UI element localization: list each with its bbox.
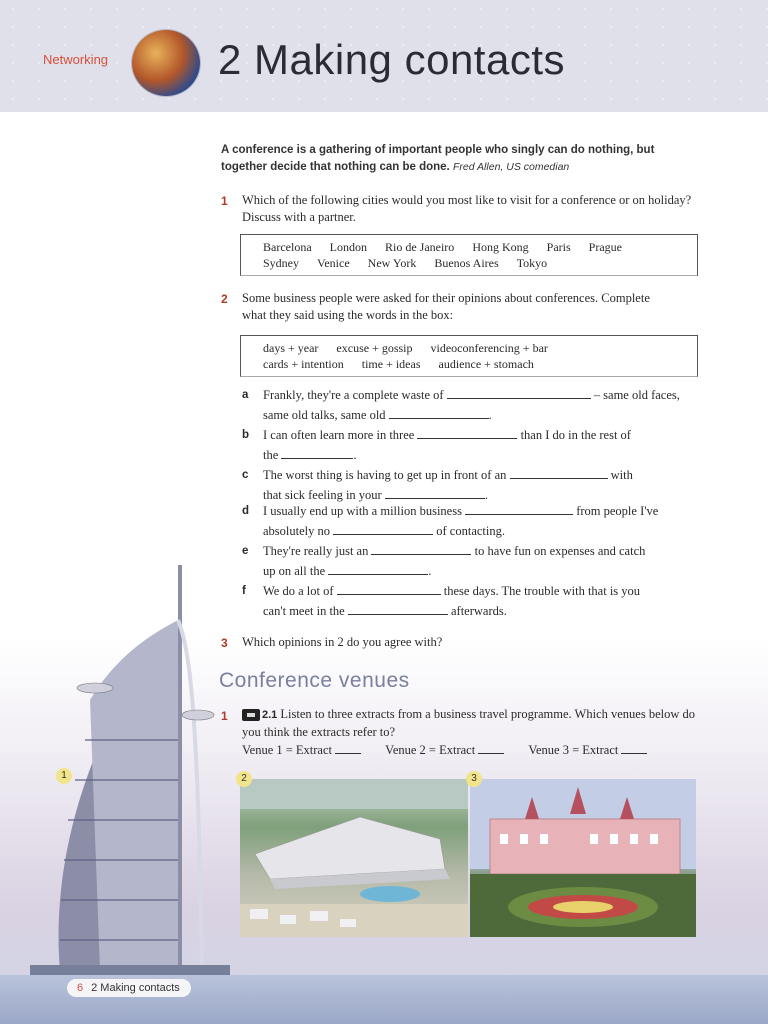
page-title: 2 Making contacts: [218, 36, 566, 83]
opening-quote: [221, 142, 691, 176]
venue-photo-resort: [240, 779, 468, 937]
section-heading: Conference venues: [219, 669, 410, 692]
word-row: [263, 340, 675, 356]
section-label: Networking: [43, 52, 109, 67]
city-row: [263, 239, 675, 255]
answer-blank[interactable]: [510, 466, 608, 479]
question-number: 3: [221, 636, 228, 650]
audio-track-icon[interactable]: [242, 709, 260, 721]
page-header: [0, 0, 768, 112]
castle-hotel-illustration: [470, 779, 696, 937]
item-text-part: same old talks, same old: [263, 408, 386, 422]
item-text-part: than I do in the rest of: [520, 428, 631, 442]
word-box: [240, 335, 698, 377]
venue-label: Venue 2 = Extract: [385, 743, 476, 757]
word-pair: audience + stomach: [438, 357, 534, 371]
item-letter: b: [242, 429, 250, 441]
question-number: 1: [221, 194, 228, 208]
item-text-part: Frankly, they're a complete waste of: [263, 388, 444, 402]
photo-number-badge: 3: [466, 771, 482, 787]
word-pair: videoconferencing + bar: [430, 341, 548, 355]
exercise-item: [263, 581, 703, 621]
venue-label: Venue 3 = Extract: [528, 743, 619, 757]
city-box: [240, 234, 698, 276]
resort-illustration: [240, 779, 468, 937]
item-letter: d: [242, 505, 250, 517]
question-text: Some business people were asked for their opinions about conferences. Complete what they said using the words in the box:: [242, 291, 650, 322]
city: Buenos Aires: [434, 256, 499, 270]
venue-photo-castle-hotel: [470, 779, 696, 937]
item-letter: a: [242, 389, 249, 401]
item-text-part: .: [353, 448, 357, 462]
item-text-part: I can often learn more in three: [263, 428, 415, 442]
exercise-item: [263, 541, 703, 581]
question-number: 1: [221, 709, 228, 723]
question-number: 2: [221, 292, 228, 306]
word-pair: time + ideas: [361, 357, 421, 371]
answer-blank[interactable]: [281, 446, 353, 459]
photo-number-badge: 1: [56, 768, 72, 784]
item-text-part: .: [484, 488, 488, 502]
city: Prague: [588, 240, 622, 254]
answer-blank[interactable]: [348, 602, 448, 615]
city: Rio de Janeiro: [384, 240, 455, 254]
item-text-part: can't meet in the: [263, 604, 345, 618]
venue-answers: [242, 741, 697, 759]
photo-number-badge: 2: [236, 771, 252, 787]
item-text-part: these days. The trouble with that is you: [443, 584, 641, 598]
item-text-part: of contacting.: [436, 524, 505, 538]
item-letter: e: [242, 545, 249, 557]
venue-label: Venue 1 = Extract: [242, 743, 333, 757]
answer-blank[interactable]: [328, 562, 428, 575]
city: Venice: [317, 256, 350, 270]
item-text-part: to have fun on expenses and catch: [474, 544, 646, 558]
answer-blank[interactable]: [371, 542, 471, 555]
answer-blank[interactable]: [465, 502, 573, 515]
item-text-part: – same old faces,: [593, 388, 680, 402]
track-number: 2.1: [262, 709, 278, 721]
city: Paris: [546, 240, 571, 254]
quote-author: Fred Allen, US comedian: [452, 161, 570, 173]
city: Sydney: [263, 256, 299, 270]
exercise-item: [263, 385, 703, 425]
listening-instructions: Listen to three extracts from a business travel programme. Which venues below do you think the extracts refer to?: [242, 707, 695, 739]
item-text-part: up on all the: [263, 564, 326, 578]
exercise-item: [263, 501, 703, 541]
item-text-part: from people I've: [576, 504, 659, 518]
page-number: 6: [77, 982, 84, 994]
page-footer: [67, 979, 191, 997]
word-pair: days + year: [263, 341, 319, 355]
item-text-part: that sick feeling in your: [263, 488, 382, 502]
item-letter: f: [242, 585, 246, 597]
city-row: [263, 255, 675, 271]
word-pair: cards + intention: [263, 357, 344, 371]
question-text: [242, 706, 697, 741]
word-pair: excuse + gossip: [336, 341, 413, 355]
exercise-item: [263, 425, 703, 465]
answer-blank[interactable]: [335, 741, 361, 754]
item-text-part: .: [488, 408, 492, 422]
item-text-part: We do a lot of: [263, 584, 334, 598]
answer-blank[interactable]: [447, 386, 591, 399]
question-text: Which of the following cities would you most like to visit for a conference or on holiday? Discuss with a partner.: [242, 193, 692, 224]
exercise-item: [263, 465, 703, 505]
item-text-part: the: [263, 448, 279, 462]
item-text-part: .: [428, 564, 432, 578]
answer-blank[interactable]: [478, 741, 504, 754]
item-text-part: absolutely no: [263, 524, 331, 538]
item-text-part: The worst thing is having to get up in front of an: [263, 468, 507, 482]
answer-blank[interactable]: [385, 486, 485, 499]
answer-blank[interactable]: [333, 522, 433, 535]
item-letter: c: [242, 469, 249, 481]
answer-blank[interactable]: [389, 406, 489, 419]
answer-blank[interactable]: [337, 582, 441, 595]
city: Hong Kong: [472, 240, 529, 254]
city: New York: [367, 256, 417, 270]
item-text-part: I usually end up with a million business: [263, 504, 462, 518]
item-text-part: afterwards.: [450, 604, 507, 618]
quote-text: A conference is a gathering of important people who singly can do nothing, but together decide that nothing can be done.: [221, 144, 655, 173]
item-text-part: with: [610, 468, 633, 482]
city: London: [329, 240, 367, 254]
city: Barcelona: [263, 240, 312, 254]
word-row: [263, 356, 675, 372]
answer-blank[interactable]: [417, 426, 517, 439]
item-text-part: They're really just an: [263, 544, 369, 558]
city: Tokyo: [516, 256, 548, 270]
question-text: Which opinions in 2 do you agree with?: [242, 635, 443, 649]
unit-badge-photo: [132, 30, 200, 96]
footer-label: 2 Making contacts: [91, 982, 180, 994]
answer-blank[interactable]: [621, 741, 647, 754]
